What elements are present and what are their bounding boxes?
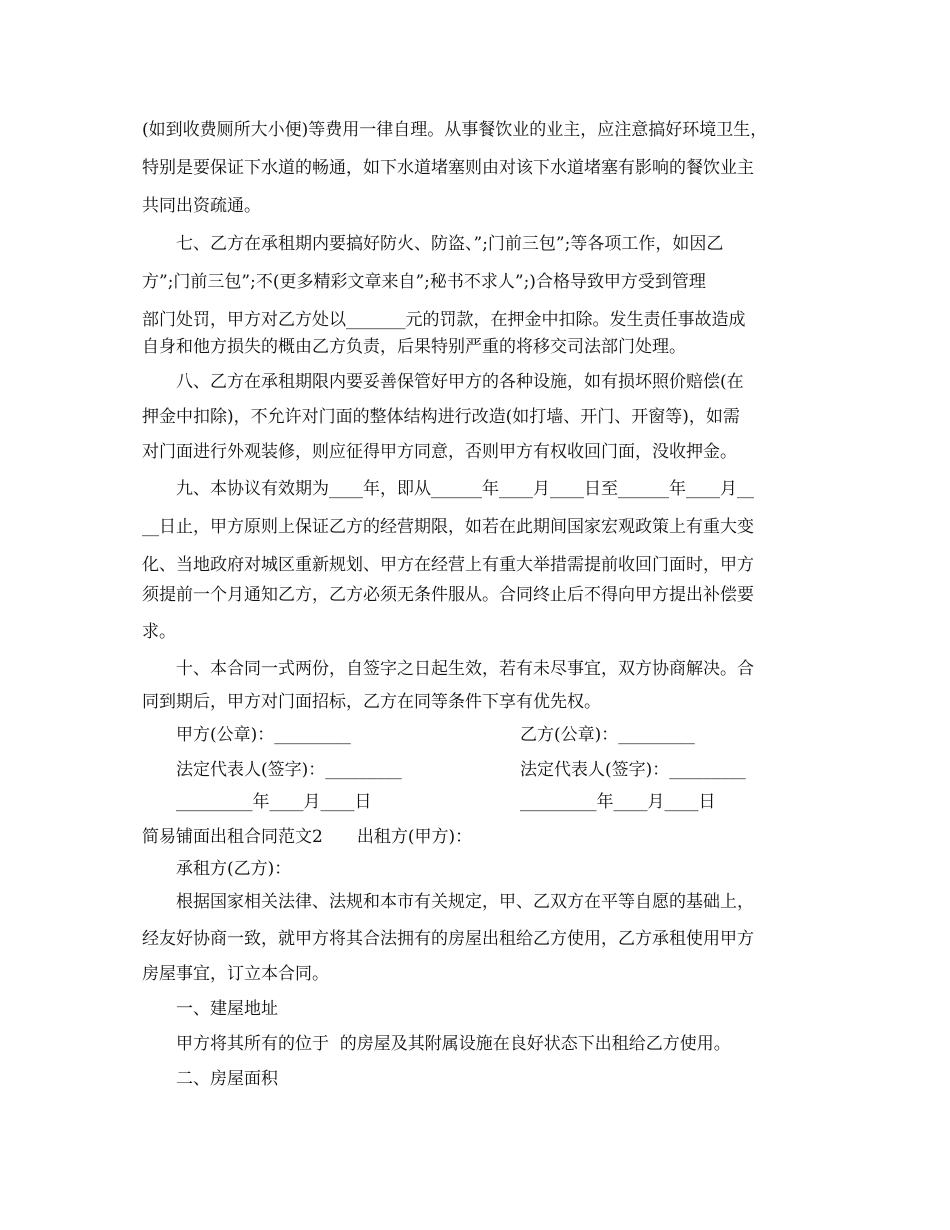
clause-9-line: __日止，甲方原则上保证乙方的经营期限，如若在此期间国家宏观政策上有重大变 (142, 517, 754, 537)
intro-line: 根据国家相关法律、法规和本市有关规定，甲、乙双方在平等自愿的基础上， (176, 892, 754, 912)
intro-line: 房屋事宜，订立本合同。 (142, 964, 329, 984)
party-b-representative: 法定代表人(签字)：_________ (520, 760, 746, 780)
section-1-text: 甲方将其所有的位于 的房屋及其附属设施在良好状态下出租给乙方使用。 (176, 1034, 731, 1054)
clause-8-line: 八、乙方在承租期限内要妥善保管好甲方的各种设施，如有损坏照价赔偿(在 (176, 372, 744, 392)
lessee-line: 承租方(乙方)： (176, 859, 292, 879)
clause-7-line: 部门处罚，甲方对乙方处以_______元的罚款，在押金中扣除。发生责任事故造成 (142, 310, 746, 330)
section-1-heading: 一、建屋地址 (176, 999, 278, 1019)
section-2-heading: 二、房屋面积 (176, 1069, 278, 1089)
clause-9-line: 求。 (142, 622, 176, 642)
clause-8-line: 押金中扣除)，不允许对门面的整体结构进行改造(如打墙、开门、开窗等)，如需 (142, 407, 740, 427)
clause-10-line: 十、本合同一式两份，自签字之日起生效，若有未尽事宜，双方协商解决。合 (176, 659, 754, 679)
text-line: (如到收费厕所大小便)等费用一律自理。从事餐饮业的业主，应注意搞好环境卫生， (142, 120, 768, 140)
clause-9-line: 化、当地政府对城区重新规划、甲方在经营上有重大举措需提前收回门面时，甲方 (142, 555, 754, 575)
clause-7-line: 方”;门前三包”;不(更多精彩文章来自”;秘书不求人”;)合格导致甲方受到管理 (142, 272, 706, 292)
intro-line: 经友好协商一致，就甲方将其合法拥有的房屋出租给乙方使用，乙方承租使用甲方 (142, 929, 754, 949)
party-a-date: _________年____月____日 (176, 792, 372, 812)
text-line: 共同出资疏通。 (142, 196, 261, 216)
party-a-representative: 法定代表人(签字)：_________ (176, 760, 402, 780)
clause-8-line: 对门面进行外观装修，则应征得甲方同意，否则甲方有权收回门面，没收押金。 (142, 442, 737, 462)
clause-9-line: 九、本协议有效期为____年，即从______年____月____日至______年____月__ (176, 479, 754, 499)
party-b-seal: 乙方(公章)：_________ (520, 725, 695, 745)
clause-9-line: 须提前一个月通知乙方，乙方必须无条件服从。合同终止后不得向甲方提出补偿要 (142, 585, 754, 605)
party-b-date: _________年____月____日 (520, 792, 716, 812)
text-line: 特别是要保证下水道的畅通，如下水道堵塞则由对该下水道堵塞有影响的餐饮业主 (142, 158, 754, 178)
clause-7-line: 七、乙方在承租期内要搞好防火、防盗、”;门前三包”;等各项工作，如因乙 (176, 234, 724, 254)
party-a-seal: 甲方(公章)：_________ (176, 725, 351, 745)
contract-2-title: 简易铺面出租合同范文2 出租方(甲方)： (142, 827, 473, 847)
clause-10-line: 同到期后，甲方对门面招标，乙方在同等条件下享有优先权。 (142, 692, 601, 712)
clause-7-line: 自身和他方损失的概由乙方负责，后果特别严重的将移交司法部门处理。 (142, 337, 686, 357)
